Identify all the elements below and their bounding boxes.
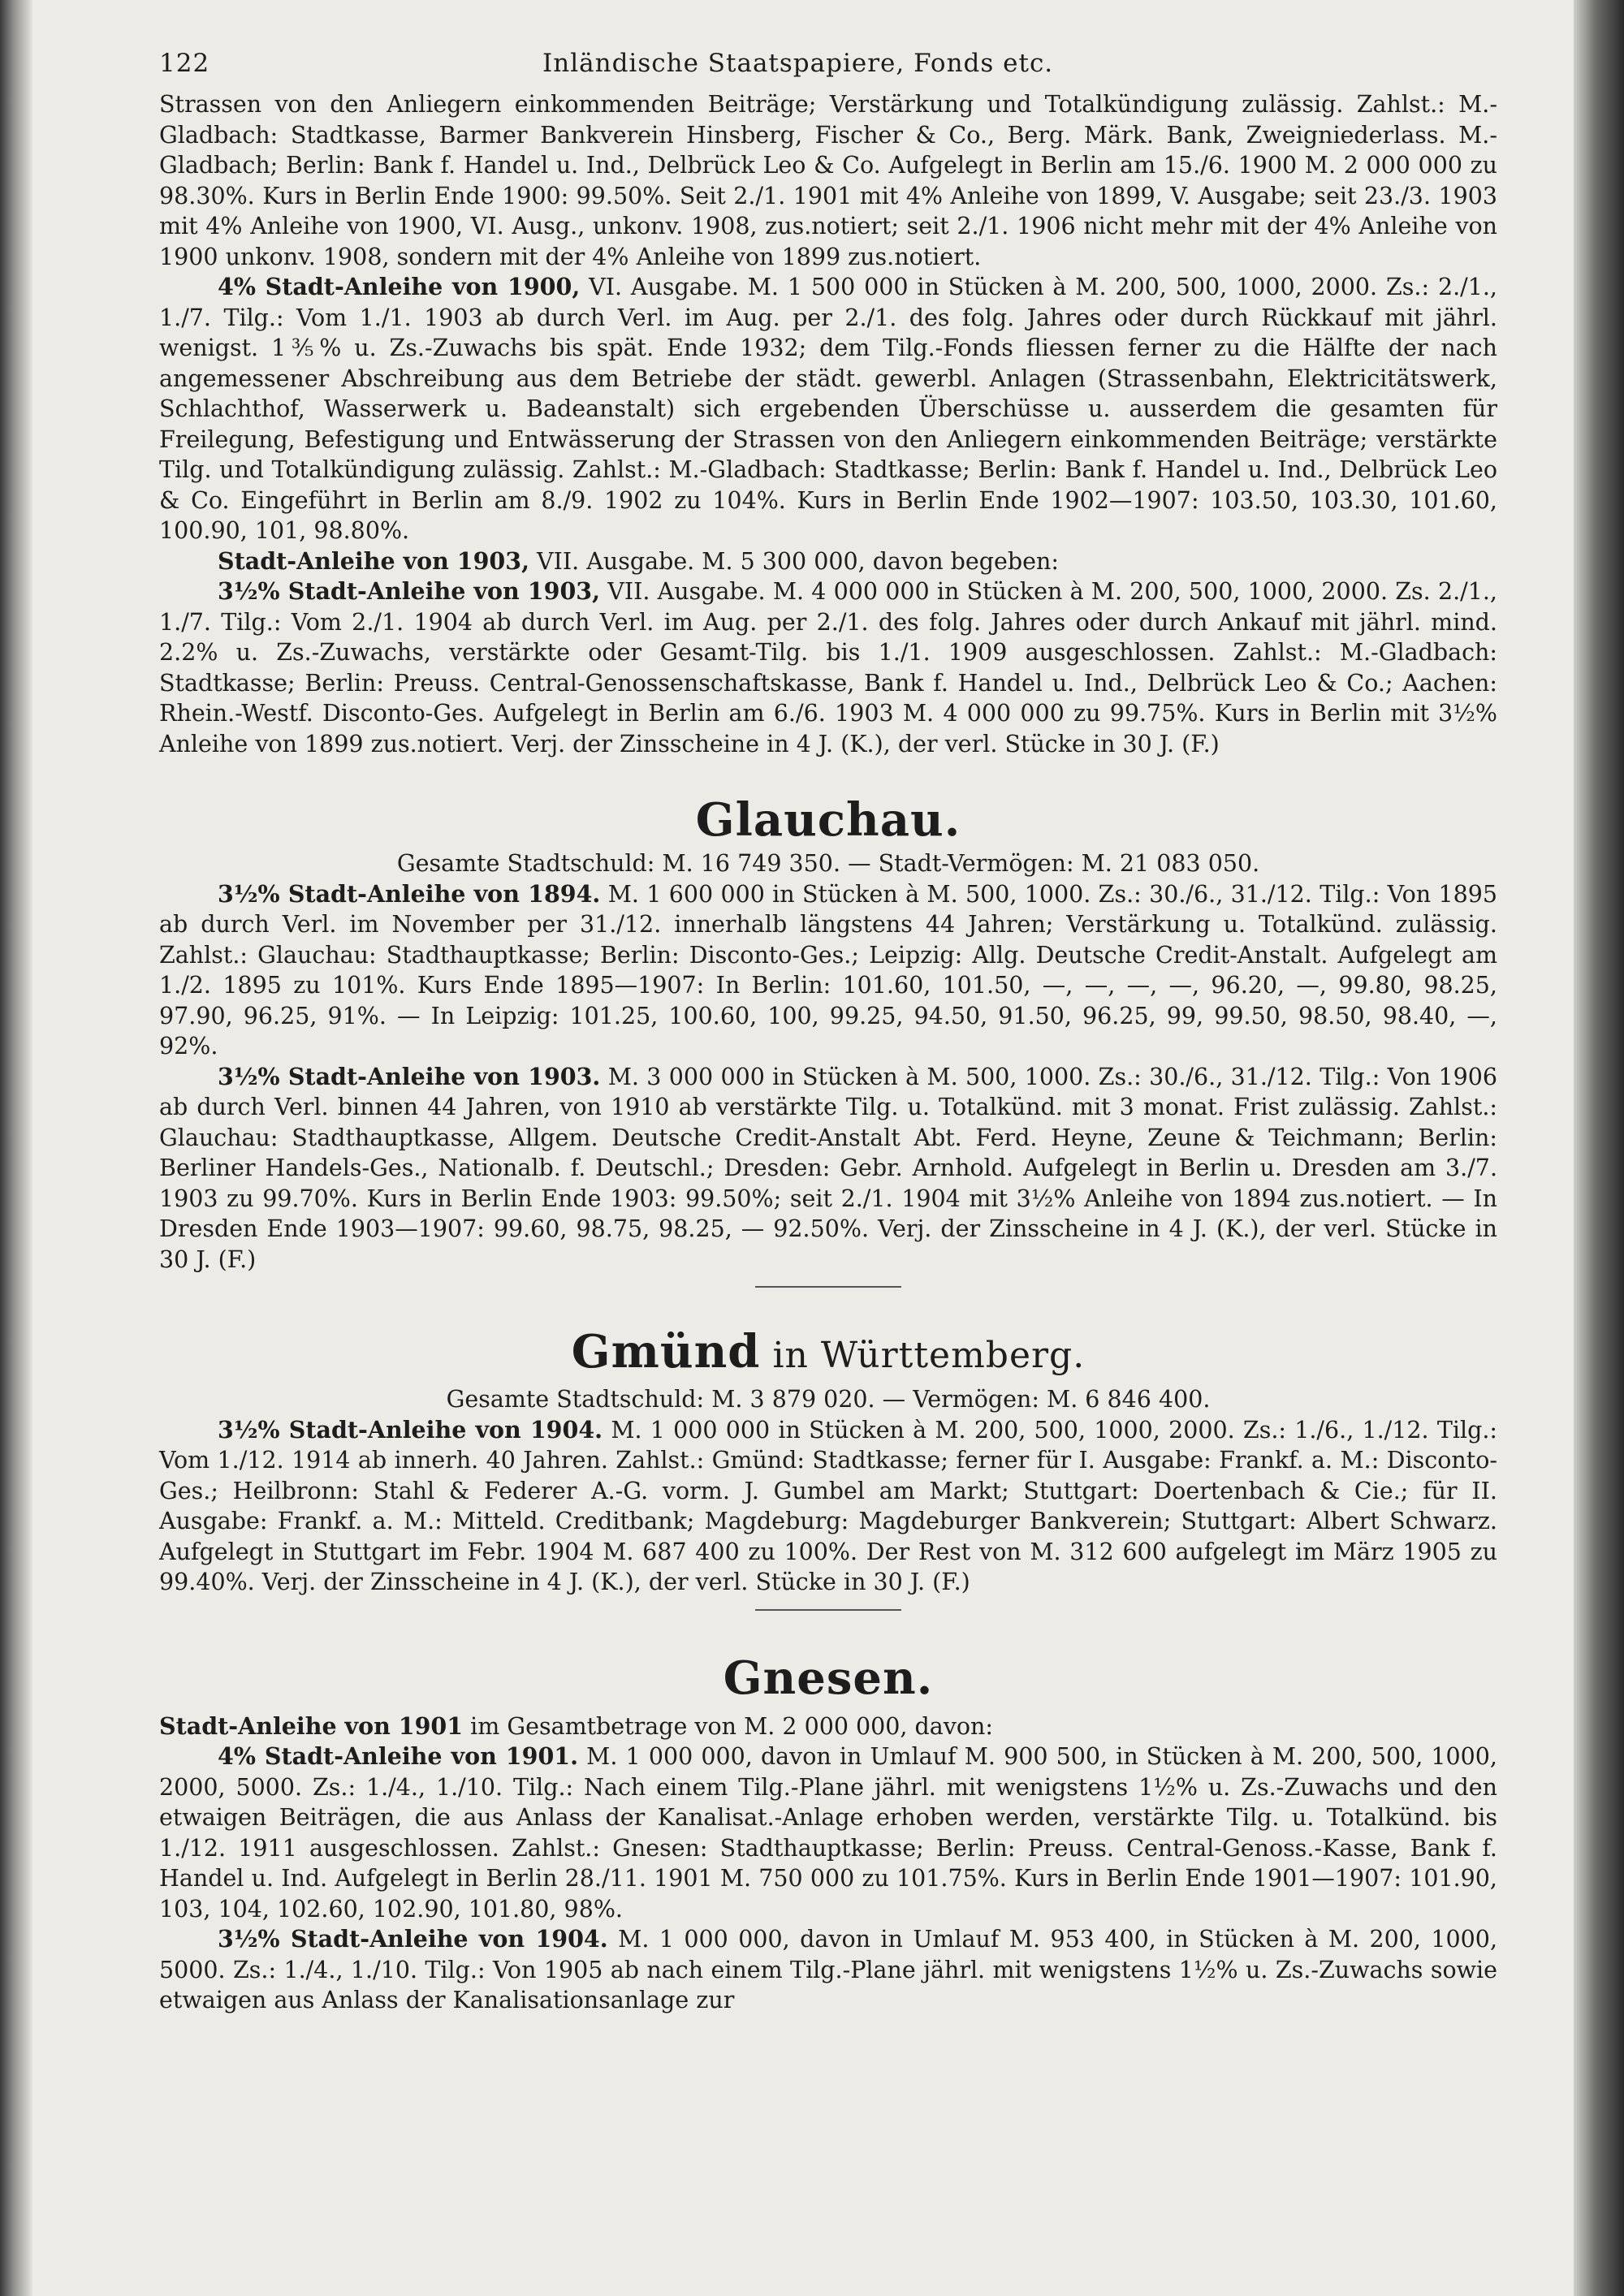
document-page bbox=[159, 49, 1497, 2016]
running-head: Inländische Staatspapiere, Fonds etc. bbox=[542, 49, 1054, 78]
intro-paragraph-1: Strassen von den Anliegern einkommenden Beiträge; Verstärkung und Totalkündigung zulässig. Zahlst.: M.-Gladbach: Stadtkasse, Barmer Bankverein Hinsberg, Fischer & Co., Berg. Märk. Bank, Zweigniederlass. M.-Gladbach; Berlin: Bank f. Handel u. Ind., Delbrück Leo & Co. Aufgelegt in Berlin am 15./6. 1900 M. 2 000 000 zu 98.30%. Kurs in Berlin Ende 1900: 99.50%. Seit 2./1. 1901 mit 4% Anleihe von 1899, V. Ausgabe; seit 23./3. 1903 mit 4% Anleihe von 1900, VI. Ausg., unkonv. 1908, zus.notiert; seit 2./1. 1906 nicht mehr mit der 4% Anleihe von 1900 unkonv. 1908, sondern mit der 4% Anleihe von 1899 zus.notiert. bbox=[159, 91, 1497, 270]
loan-text: im Gesamtbetrage von M. 2 000 000, davon: bbox=[463, 1712, 993, 1740]
section-divider bbox=[755, 1286, 901, 1288]
scan-right-edge bbox=[1574, 0, 1624, 2296]
loan-text: M. 1 000 000, davon in Umlauf M. 900 500, in Stücken à M. 200, 500, 1000, 2000, 5000. Zs.: 1./4., 1./10. Tilg.: Nach einem Tilg.-Plane jährl. mit wenigstens 1½% u. Zs.-Zuwachs und den etwaigen Beiträgen, die aus Anlass der Kanalisat.-Anlage erhoben werden, verstärkte Tilg. u. Totalkünd. bis 1./12. 1911 ausgeschlossen. Zahlst.: Gnesen: Stadthauptkasse; Berlin: Preuss. Central-Genoss.-Kasse, Bank f. Handel u. Ind. Aufgelegt in Berlin 28./11. 1901 M. 750 000 zu 101.75%. Kurs in Berlin Ende 1901—1907: 101.90, 103, 104, 102.60, 102.90, 101.80, 98%. bbox=[159, 1743, 1497, 1923]
gnesen-paragraph-2 bbox=[159, 1741, 1497, 1924]
intro-paragraph-2 bbox=[159, 272, 1497, 546]
loan-text: VII. Ausgabe. M. 5 300 000, davon begeben: bbox=[529, 547, 1059, 575]
loan-text: M. 1 000 000 in Stücken à M. 200, 500, 1000, 2000. Zs.: 1./6., 1./12. Tilg.: Vom 1./12. 1914 ab innerh. 40 Jahren. Zahlst.: Gmünd: Stadtkasse; ferner für I. Ausgabe: Frankf. a. M.: Disconto-Ges.; Heilbronn: Stahl & Federer A.-G. vorm. J. Gumbel am Markt; Stuttgart: Doertenbach & Cie.; für II. Ausgabe: Frankf. a. M.: Mitteld. Creditbank; Magdeburg: Magdeburger Bankverein; Stuttgart: Albert Schwarz. Aufgelegt in Stuttgart im Febr. 1904 M. 687 400 zu 100%. Der Rest von M. 312 600 aufgelegt im März 1905 zu 99.40%. Verj. der Zinsscheine in 4 J. (K.), der verl. Stücke in 30 J. (F.) bbox=[159, 1416, 1497, 1595]
gmuend-summary: Gesamte Stadtschuld: M. 3 879 020. — Vermögen: M. 6 846 400. bbox=[446, 1386, 1211, 1413]
intro-paragraph-3 bbox=[159, 546, 1497, 577]
glauchau-paragraph-1 bbox=[159, 879, 1497, 1062]
loan-title: 3½% Stadt-Anleihe von 1904. bbox=[218, 1925, 608, 1953]
loan-text: VII. Ausgabe. M. 4 000 000 in Stücken à M. 200, 500, 1000, 2000. Zs. 2./1., 1./7. Tilg.: Vom 2./1. 1904 ab durch Verl. im Aug. per 2./1. des folg. Jahres oder durch Ankauf mit jährl. mind. 2.2% u. Zs.-Zuwachs, verstärkte oder Gesamt-Tilg. bis 1./1. 1909 ausgeschlossen. Zahlst.: M.-Gladbach: Stadtkasse; Berlin: Preuss. Central-Genossenschaftskasse, Bank f. Handel u. Ind., Delbrück Leo & Co.; Aachen: Rhein.-Westf. Disconto-Ges. Aufgelegt in Berlin am 6./6. 1903 M. 4 000 000 zu 99.75%. Kurs in Berlin mit 3½% Anleihe von 1899 zus.notiert. Verj. der Zinsscheine in 4 J. (K.), der verl. Stücke in 30 J. (F.) bbox=[159, 578, 1497, 757]
loan-text: M. 3 000 000 in Stücken à M. 500, 1000. Zs.: 30./6., 31./12. Tilg.: Von 1906 ab durch Verl. binnen 44 Jahren, von 1910 ab verstärkte Tilg. u. Totalkünd. mit 3 monat. Frist zulässig. Zahlst.: Glauchau: Stadthauptkasse, Allgem. Deutsche Credit-Anstalt Abt. Ferd. Heyne, Zeune & Teichmann; Berlin: Berliner Handels-Ges., Nationalb. f. Deutschl.; Dresden: Gebr. Arnhold. Aufgelegt in Berlin u. Dresden am 3./7. 1903 zu 99.70%. Kurs in Berlin Ende 1903: 99.50%; seit 2./1. 1904 mit 3½% Anleihe von 1894 zus.notiert. — In Dresden Ende 1903—1907: 99.60, 98.75, 98.25, — 92.50%. Verj. der Zinsscheine in 4 J. (K.), der verl. Stücke in 30 J. (F.) bbox=[159, 1063, 1498, 1273]
loan-title: 4% Stadt-Anleihe von 1901. bbox=[218, 1742, 579, 1770]
loan-text: M. 1 000 000, davon in Umlauf M. 953 400, in Stücken à M. 200, 1000, 5000. Zs.: 1./4., 1./10. Tilg.: Von 1905 ab nach einem Tilg.-Plane jährl. mit wenigstens 1½% u. Zs.-Zuwachs sowie etwaigen aus Anlass der Kanalisationsanlage zur bbox=[159, 1926, 1498, 2013]
loan-text: M. 1 600 000 in Stücken à M. 500, 1000. Zs.: 30./6., 31./12. Tilg.: Von 1895 ab durch Verl. im November per 31./12. innerhalb längstens 44 Jahren; Verstärkung u. Totalkünd. zulässig. Zahlst.: Glauchau: Stadthauptkasse; Berlin: Disconto-Ges.; Leipzig: Allg. Deutsche Credit-Anstalt. Aufgelegt am 1./2. 1895 zu 101%. Kurs Ende 1895—1907: In Berlin: 101.60, 101.50, —, —, —, —, 96.20, —, 99.80, 98.25, 97.90, 96.25, 91%. — In Leipzig: 101.25, 100.60, 100, 99.25, 94.50, 91.50, 96.25, 99, 99.50, 98.50, 98.40, —, 92%. bbox=[159, 880, 1498, 1060]
page-header bbox=[159, 49, 1497, 89]
glauchau-paragraph-2 bbox=[159, 1062, 1497, 1275]
gmuend-paragraph-1 bbox=[159, 1415, 1497, 1598]
loan-title: 3½% Stadt-Anleihe von 1903, bbox=[218, 577, 601, 605]
gnesen-paragraph-1 bbox=[159, 1711, 1497, 1742]
intro-paragraph-4 bbox=[159, 576, 1497, 759]
glauchau-summary: Gesamte Stadtschuld: M. 16 749 350. — Stadt-Vermögen: M. 21 083 050. bbox=[396, 850, 1260, 877]
scan-left-edge bbox=[0, 0, 32, 2296]
gnesen-paragraph-3 bbox=[159, 1924, 1497, 2016]
loan-title: 3½% Stadt-Anleihe von 1904. bbox=[218, 1415, 603, 1444]
loan-title: 3½% Stadt-Anleihe von 1903. bbox=[218, 1062, 601, 1090]
loan-title: Stadt-Anleihe von 1903, bbox=[218, 546, 529, 575]
heading-gmuend bbox=[159, 1323, 1497, 1384]
page-number: 122 bbox=[159, 49, 210, 78]
heading-glauchau: Glauchau. bbox=[695, 793, 961, 847]
heading-gnesen: Gnesen. bbox=[723, 1651, 934, 1705]
heading-gmuend-main: Gmünd bbox=[571, 1325, 761, 1379]
loan-text: VI. Ausgabe. M. 1 500 000 in Stücken à M. 200, 500, 1000, 2000. Zs.: 2./1., 1./7. Tilg.: Vom 1./1. 1903 ab durch Verl. im Aug. per 2./1. des folg. Jahres oder durch Rückkauf mit jährl. wenigst. 1⅗% u. Zs.-Zuwachs bis spät. Ende 1932; dem Tilg.-Fonds fliessen ferner zu die Hälfte der nach angemessener Abschreibung aus dem Betriebe der städt. gewerbl. Anlagen (Strassenbahn, Elektricitätswerk, Schlachthof, Wasserwerk u. Badeanstalt) sich ergebenden Überschüsse u. ausserdem die gesamten für Freilegung, Befestigung und Entwässerung der Strassen von den Anliegern einkommenden Beiträge; verstärkte Tilg. und Totalkündigung zulässig. Zahlst.: M.-Gladbach: Stadtkasse; Berlin: Bank f. Handel u. Ind., Delbrück Leo & Co. Eingeführt in Berlin am 8./9. 1902 zu 104%. Kurs in Berlin Ende 1902—1907: 103.50, 103.30, 101.60, 100.90, 101, 98.80%. bbox=[159, 274, 1497, 544]
loan-title: 4% Stadt-Anleihe von 1900, bbox=[218, 273, 581, 300]
heading-gmuend-sub: in Württemberg. bbox=[760, 1335, 1086, 1376]
loan-title: 3½% Stadt-Anleihe von 1894. bbox=[218, 879, 601, 908]
loan-title: Stadt-Anleihe von 1901 bbox=[159, 1711, 464, 1740]
section-divider bbox=[755, 1609, 901, 1611]
